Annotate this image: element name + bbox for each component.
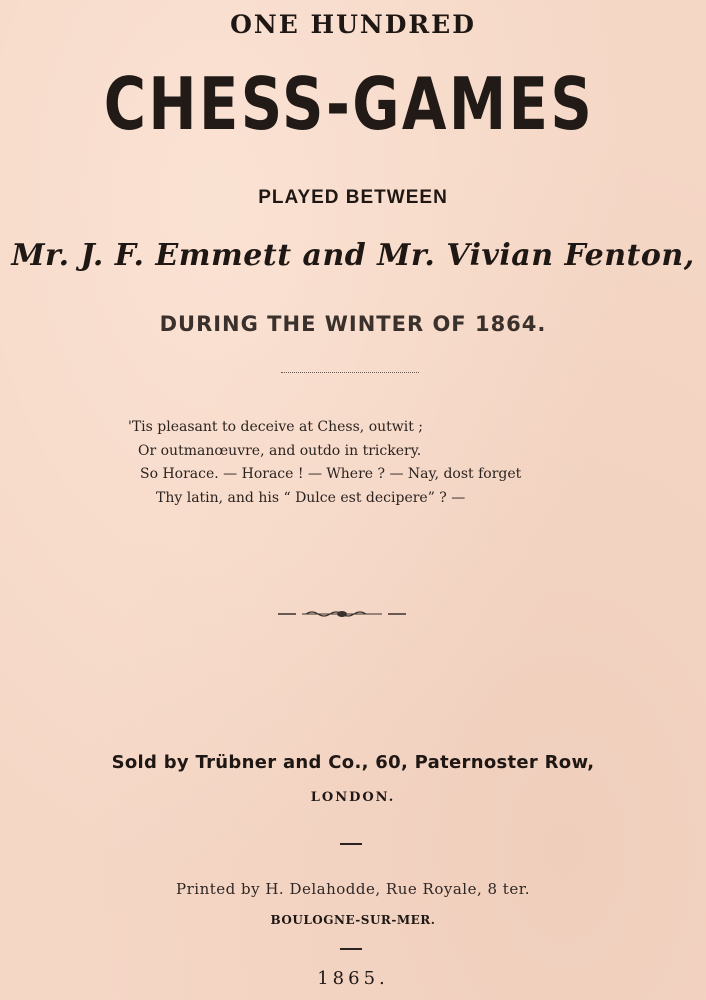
players-line: Mr. J. F. Emmett and Mr. Vivian Fenton, — [11, 238, 695, 273]
ornament-divider — [278, 606, 406, 622]
epigraph-line: Thy latin, and his “ Dulce est decipere” ? — — [156, 489, 466, 506]
during-line: DURING THE WINTER OF 1864. — [159, 312, 547, 336]
dotted-divider — [281, 372, 419, 373]
printer-city: BOULOGNE-SUR-MER. — [270, 913, 436, 927]
short-rule — [340, 843, 362, 845]
epigraph-line: Or outmanœuvre, and outdo in trickery. — [138, 442, 422, 459]
seller-city: LONDON. — [310, 790, 396, 805]
seller-line: Sold by Trübner and Co., 60, Paternoster Row, — [111, 752, 595, 773]
epigraph — [128, 416, 588, 510]
epigraph-line: So Horace. — Horace ! — Where ? — Nay, dost forget — [140, 466, 522, 482]
pretitle: ONE HUNDRED — [230, 10, 476, 39]
printer-line: Printed by H. Delahodde, Rue Royale, 8 ter. — [176, 880, 530, 898]
publication-year: 1865. — [317, 968, 389, 989]
short-rule — [340, 948, 362, 950]
main-title: CHESS-GAMES — [103, 62, 595, 146]
epigraph-line: 'Tis pleasant to deceive at Chess, outwit ; — [128, 419, 424, 435]
played-between-label: PLAYED BETWEEN — [258, 187, 448, 208]
